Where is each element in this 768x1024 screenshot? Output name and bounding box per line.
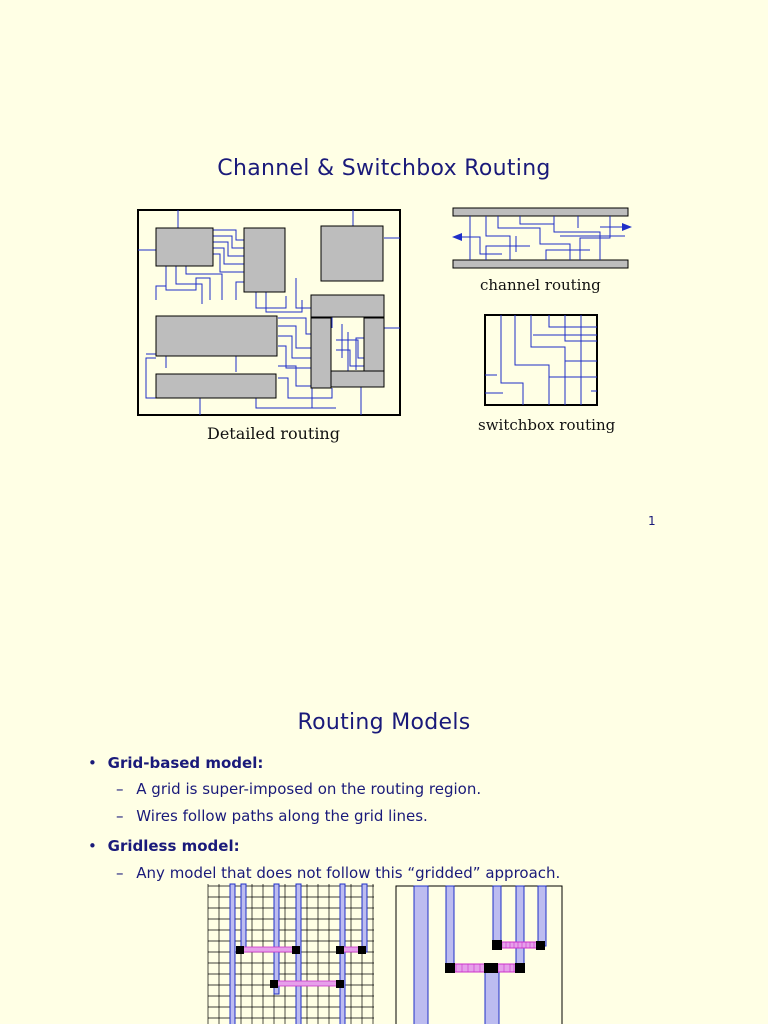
block: [156, 228, 213, 266]
bullet-label: Gridless model:: [107, 837, 240, 855]
dash-glyph: –: [116, 780, 124, 798]
block: [311, 295, 384, 317]
sub-bullet-text: A grid is super-imposed on the routing region.: [136, 780, 482, 798]
block: [364, 318, 384, 374]
detailed-routing-caption: Detailed routing: [207, 424, 340, 443]
block: [331, 371, 384, 387]
block: [156, 374, 276, 398]
sub-bullet: [116, 807, 428, 825]
block: [156, 316, 277, 356]
channel-routing-caption: channel routing: [480, 276, 601, 294]
bullet-grid-based: [88, 754, 263, 772]
switchbox-routing-caption: switchbox routing: [478, 416, 616, 434]
bullet-gridless: [88, 837, 240, 855]
gridless-model-figure: [394, 884, 564, 1024]
block: [244, 228, 285, 292]
bullet-glyph: •: [88, 754, 97, 772]
bullet-label: Grid-based model:: [107, 754, 264, 772]
block: [321, 226, 383, 281]
switchbox-routing-diagram: [483, 313, 601, 409]
sub-bullet: [116, 864, 560, 882]
dash-glyph: –: [116, 807, 124, 825]
grid-based-model-figure: [206, 884, 376, 1024]
sub-bullet: [116, 780, 481, 798]
detailed-routing-diagram: [136, 208, 404, 418]
sub-bullet-text: Wires follow paths along the grid lines.: [136, 807, 428, 825]
dash-glyph: –: [116, 864, 124, 882]
slide2-title: Routing Models: [297, 710, 471, 735]
sub-bullet-text: Any model that does not follow this “gridded” approach.: [136, 864, 561, 882]
page-number: 1: [648, 514, 656, 528]
slide1-title: Channel & Switchbox Routing: [217, 156, 551, 181]
channel-routing-diagram: [450, 206, 634, 272]
block: [311, 318, 331, 388]
bullet-glyph: •: [88, 837, 97, 855]
